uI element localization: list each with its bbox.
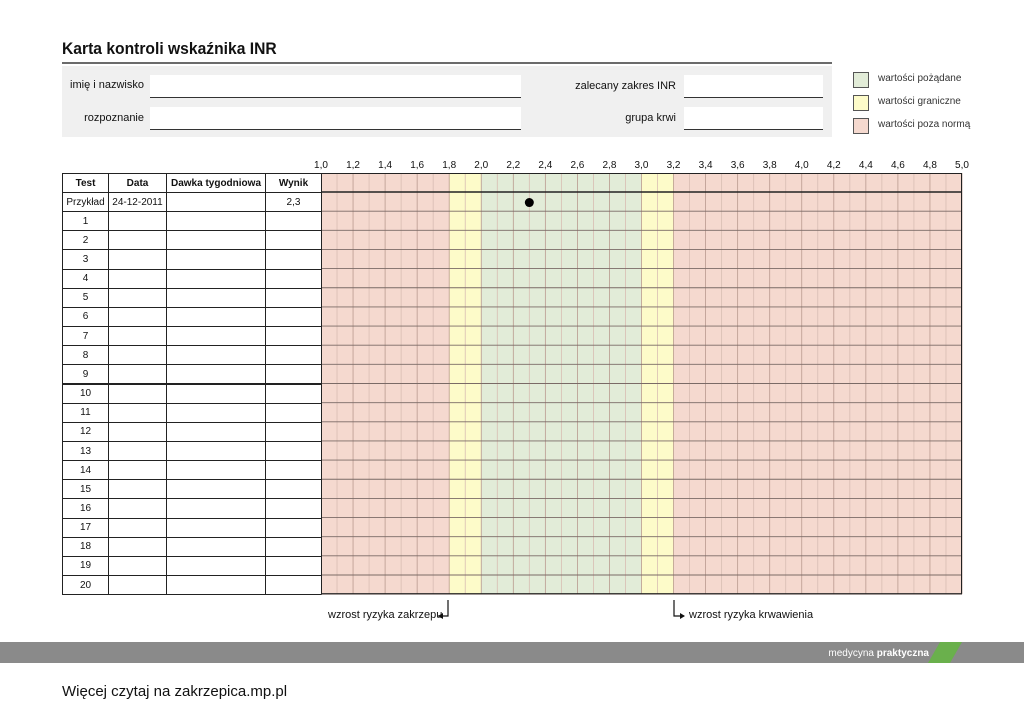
table-cell[interactable] [166, 230, 266, 250]
legend-label: wartości pożądane [878, 73, 962, 84]
table-cell[interactable] [108, 288, 167, 308]
scale-tick-label: 3,2 [666, 160, 681, 171]
table-cell[interactable] [166, 364, 266, 384]
table-cell[interactable] [108, 460, 167, 480]
table-cell: 7 [62, 326, 109, 346]
table-header: Dawka tygodniowa [166, 173, 266, 193]
table-cell[interactable] [265, 384, 322, 404]
table-cell[interactable] [108, 249, 167, 269]
table-cell[interactable] [166, 537, 266, 557]
table-cell[interactable] [166, 211, 266, 231]
table-header: Test [62, 173, 109, 193]
scale-tick-label: 1,6 [410, 160, 425, 171]
table-cell[interactable] [166, 498, 266, 518]
example-row-cell: Przykład [62, 192, 109, 212]
table-cell[interactable] [265, 211, 322, 231]
table-cell[interactable] [265, 230, 322, 250]
table-cell: 4 [62, 269, 109, 289]
table-cell[interactable] [108, 403, 167, 423]
scale-tick-label: 1,0 [314, 160, 328, 171]
table-cell: 20 [62, 575, 109, 595]
scale-tick-label: 5,0 [955, 160, 969, 171]
table-cell[interactable] [166, 460, 266, 480]
brand-logo: medycyna praktyczna [828, 648, 929, 659]
scale-tick-label: 3,8 [762, 160, 777, 171]
table-cell: 14 [62, 460, 109, 480]
table-cell: 8 [62, 345, 109, 365]
scale-tick-label: 2,8 [602, 160, 617, 171]
scale-tick-label: 4,8 [922, 160, 937, 171]
scale-tick-label: 2,4 [538, 160, 553, 171]
legend-label: wartości poza normą [878, 119, 971, 130]
scale-tick-label: 2,0 [474, 160, 489, 171]
table-cell[interactable] [166, 384, 266, 404]
scale-tick-label: 1,2 [346, 160, 360, 171]
table-cell[interactable] [265, 556, 322, 576]
table-cell[interactable] [166, 518, 266, 538]
table-cell[interactable] [108, 575, 167, 595]
table-cell[interactable] [166, 326, 266, 346]
footer-link[interactable]: Więcej czytaj na zakrzepica.mp.pl [62, 683, 288, 700]
legend-label: wartości graniczne [878, 96, 961, 107]
inr-chart-grid [321, 173, 963, 595]
table-cell: 12 [62, 422, 109, 442]
table-cell[interactable] [108, 518, 167, 538]
table-cell[interactable] [166, 249, 266, 269]
table-cell[interactable] [166, 345, 266, 365]
table-cell[interactable] [108, 537, 167, 557]
table-cell[interactable] [108, 345, 167, 365]
table-cell[interactable] [265, 249, 322, 269]
table-cell: 5 [62, 288, 109, 308]
table-cell[interactable] [265, 498, 322, 518]
scale-tick-label: 3,6 [730, 160, 745, 171]
legend-swatch [853, 118, 869, 134]
scale-tick-label: 2,6 [570, 160, 585, 171]
blood-group-field[interactable] [684, 107, 823, 130]
table-cell[interactable] [265, 518, 322, 538]
scale-tick-label: 3,0 [634, 160, 649, 171]
table-cell[interactable] [166, 269, 266, 289]
page-title: Karta kontroli wskaźnika INR [62, 39, 277, 58]
table-header: Wynik [265, 173, 322, 193]
legend-swatch [853, 72, 869, 88]
scale-tick-label: 1,8 [442, 160, 457, 171]
table-cell[interactable] [108, 498, 167, 518]
table-cell: 3 [62, 249, 109, 269]
table-cell[interactable] [108, 269, 167, 289]
table-cell[interactable] [265, 364, 322, 384]
table-cell: 18 [62, 537, 109, 557]
table-cell[interactable] [166, 403, 266, 423]
table-cell[interactable] [265, 345, 322, 365]
table-cell[interactable] [265, 307, 322, 327]
table-cell[interactable] [108, 422, 167, 442]
table-cell[interactable] [265, 288, 322, 308]
table-cell[interactable] [108, 384, 167, 404]
table-cell[interactable] [108, 479, 167, 499]
table-cell[interactable] [166, 441, 266, 461]
scale-tick-label: 4,4 [858, 160, 873, 171]
example-row-cell: 24-12-2011 [108, 192, 167, 212]
table-cell[interactable] [265, 441, 322, 461]
brand-accent [928, 642, 962, 663]
table-header: Data [108, 173, 167, 193]
diagnosis-field[interactable] [150, 107, 521, 130]
name-label: imię i nazwisko [70, 79, 144, 91]
table-cell[interactable] [166, 575, 266, 595]
table-cell[interactable] [265, 269, 322, 289]
table-cell[interactable] [265, 537, 322, 557]
table-cell[interactable] [265, 479, 322, 499]
bleed-risk-note: wzrost ryzyka krwawienia [689, 609, 814, 621]
table-cell[interactable] [108, 441, 167, 461]
diagnosis-label: rozpoznanie [84, 112, 144, 124]
table-cell[interactable] [265, 403, 322, 423]
inr-range-label: zalecany zakres INR [575, 80, 676, 92]
example-row-cell[interactable] [166, 192, 266, 212]
table-cell: 17 [62, 518, 109, 538]
table-cell[interactable] [108, 307, 167, 327]
example-row-cell: 2,3 [265, 192, 322, 212]
table-cell: 9 [62, 364, 109, 384]
table-cell[interactable] [265, 326, 322, 346]
scale-tick-label: 2,2 [506, 160, 521, 171]
scale-tick-label: 4,0 [794, 160, 809, 171]
table-cell[interactable] [265, 575, 322, 595]
table-cell: 15 [62, 479, 109, 499]
title-divider [62, 62, 832, 64]
table-cell[interactable] [265, 460, 322, 480]
table-cell[interactable] [108, 230, 167, 250]
scale-tick-label: 1,4 [378, 160, 393, 171]
inr-range-field[interactable] [684, 75, 823, 98]
table-cell: 2 [62, 230, 109, 250]
table-cell[interactable] [166, 307, 266, 327]
scale-tick-label: 3,4 [698, 160, 713, 171]
clot-risk-note: wzrost ryzyka zakrzepu [328, 609, 443, 621]
scale-tick-label: 4,2 [826, 160, 841, 171]
legend-swatch [853, 95, 869, 111]
table-cell[interactable] [108, 556, 167, 576]
table-cell[interactable] [108, 364, 167, 384]
table-cell[interactable] [166, 288, 266, 308]
table-cell: 11 [62, 403, 109, 423]
blood-group-label: grupa krwi [625, 112, 676, 124]
name-field[interactable] [150, 75, 521, 98]
table-cell[interactable] [265, 422, 322, 442]
table-cell: 13 [62, 441, 109, 461]
table-cell: 10 [62, 384, 109, 404]
scale-tick-label: 4,6 [890, 160, 905, 171]
table-cell[interactable] [166, 479, 266, 499]
table-cell: 19 [62, 556, 109, 576]
table-cell[interactable] [166, 422, 266, 442]
table-cell[interactable] [108, 211, 167, 231]
example-point [525, 198, 534, 207]
table-cell[interactable] [108, 326, 167, 346]
table-cell[interactable] [166, 556, 266, 576]
table-cell: 6 [62, 307, 109, 327]
table-cell: 16 [62, 498, 109, 518]
table-cell: 1 [62, 211, 109, 231]
